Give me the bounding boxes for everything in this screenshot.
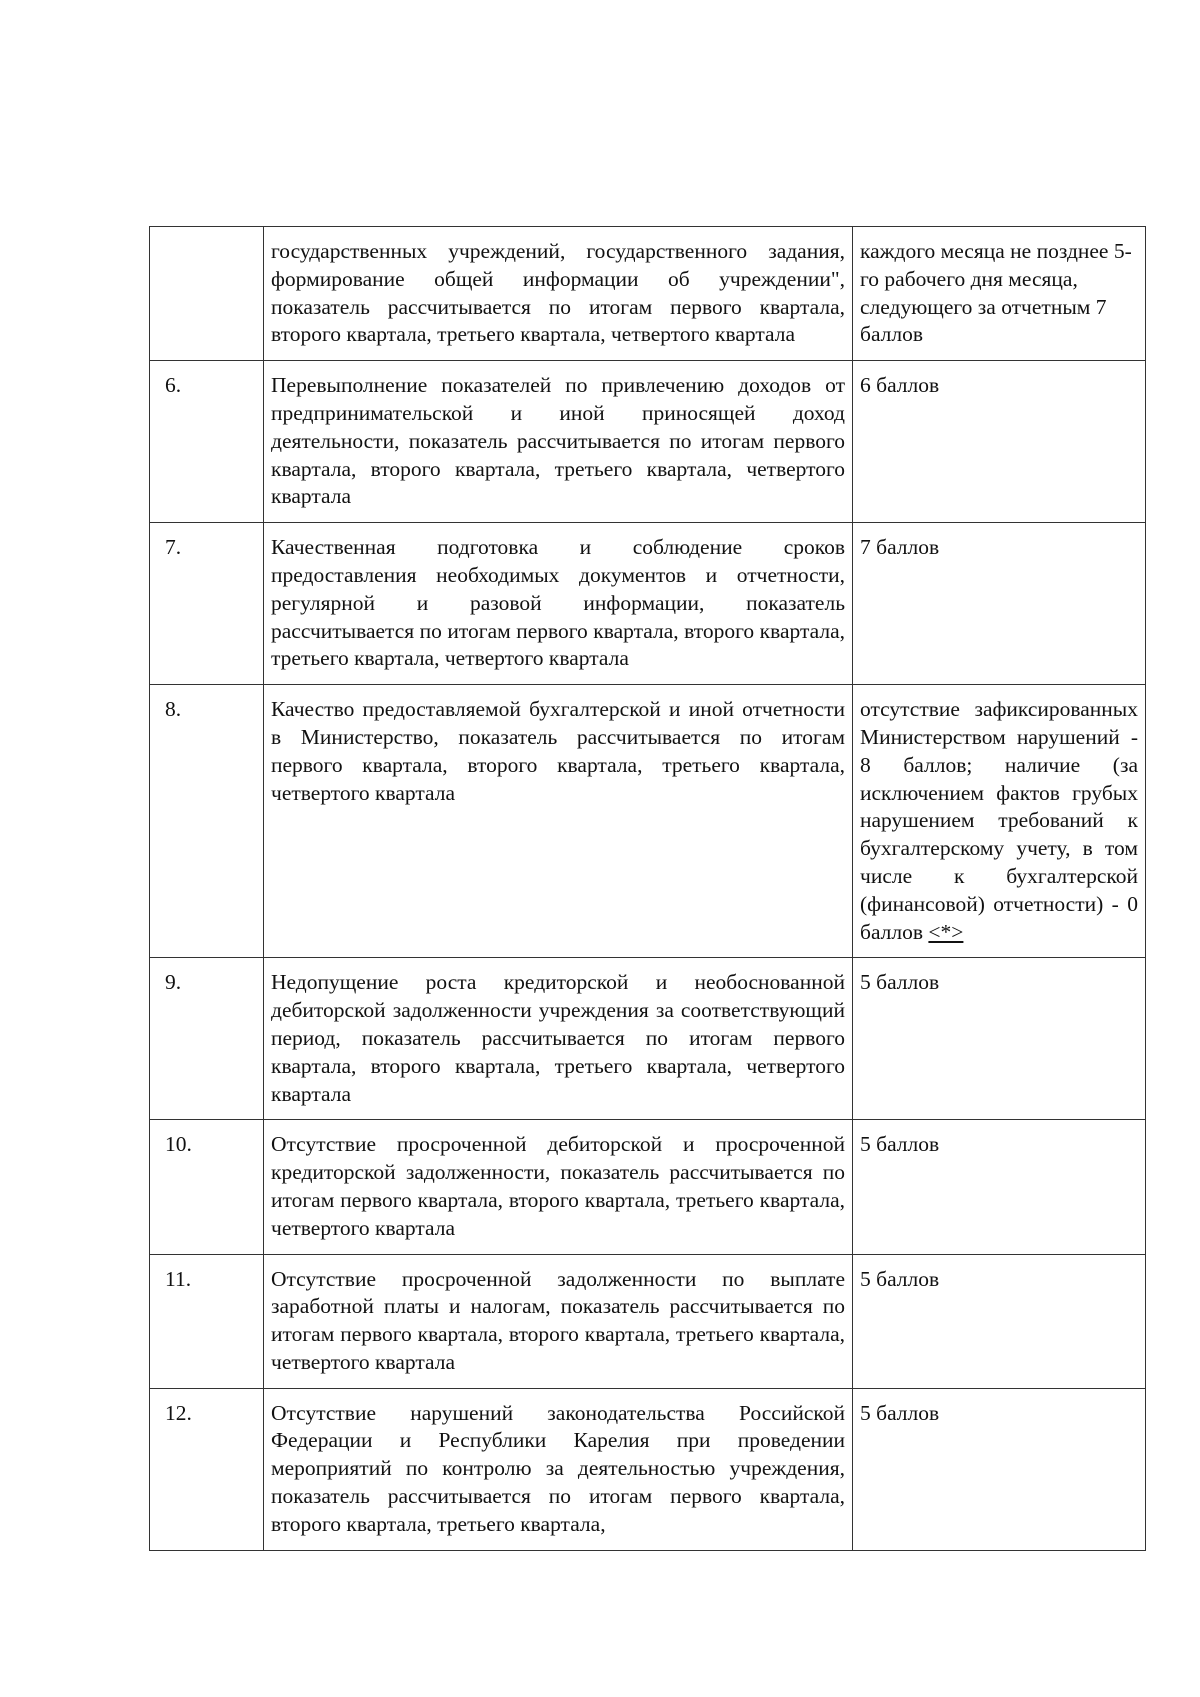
criterion-description: Перевыполнение показателей по привлечению доходов от предпринимательской и иной приносящей доход деятельности, показатель рассчитывается по итогам первого квартала, второго квартала, третьего квартала, четвертого квартала xyxy=(264,361,853,523)
criterion-description: Качество предоставляемой бухгалтерской и иной отчетности в Министерство, показатель рассчитывается по итогам первого квартала, второго квартала, третьего квартала, четвертого квартала xyxy=(264,685,853,958)
criterion-score: 5 баллов xyxy=(853,1254,1146,1388)
criterion-score: 5 баллов xyxy=(853,958,1146,1120)
criterion-description: Недопущение роста кредиторской и необоснованной дебиторской задолженности учреждения за соответствующий период, показатель рассчитывается по итогам первого квартала, второго квартала, третьего квартала, четвертого квартала xyxy=(264,958,853,1120)
criterion-score: 5 баллов xyxy=(853,1120,1146,1254)
criterion-description: Отсутствие просроченной дебиторской и просроченной кредиторской задолженности, показатель рассчитывается по итогам первого квартала, второго квартала, третьего квартала, четвертого квартала xyxy=(264,1120,853,1254)
table-row xyxy=(150,361,1146,523)
criterion-description: Отсутствие нарушений законодательства Российской Федерации и Республики Карелия при проведении мероприятий по контролю за деятельностью учреждения, показатель рассчитывается по итогам первого квартала, второго квартала, третьего квартала, xyxy=(264,1388,853,1550)
table-row xyxy=(150,227,1146,361)
criteria-table xyxy=(149,226,1146,1551)
criterion-description: Отсутствие просроченной задолженности по выплате заработной платы и налогам, показатель рассчитывается по итогам первого квартала, второго квартала, третьего квартала, четвертого квартала xyxy=(264,1254,853,1388)
row-number: 10. xyxy=(150,1120,264,1254)
table-row xyxy=(150,958,1146,1120)
table-row xyxy=(150,523,1146,685)
criterion-description: Качественная подготовка и соблюдение сроков предоставления необходимых документов и отчетности, регулярной и разовой информации, показатель рассчитывается по итогам первого квартала, второго квартала, третьего квартала, четвертого квартала xyxy=(264,523,853,685)
table-row xyxy=(150,1120,1146,1254)
criterion-score: 5 баллов xyxy=(853,1388,1146,1550)
criterion-score-text: отсутствие зафиксированных Министерством нарушений - 8 баллов; наличие (за исключением фактов грубых нарушением требований к бухгалтерскому учету, в том числе к бухгалтерской (финансовой) отчетности) - 0 баллов xyxy=(860,697,1138,944)
row-number: 8. xyxy=(150,685,264,958)
row-number xyxy=(150,227,264,361)
table-row xyxy=(150,685,1146,958)
table-row xyxy=(150,1388,1146,1550)
row-number: 11. xyxy=(150,1254,264,1388)
criterion-score: каждого месяца не позднее 5-го рабочего дня месяца, следующего за отчетным 7 баллов xyxy=(853,227,1146,361)
criterion-score xyxy=(853,685,1146,958)
table-row xyxy=(150,1254,1146,1388)
criterion-score: 7 баллов xyxy=(853,523,1146,685)
criterion-description: государственных учреждений, государственного задания, формирование общей информации об учреждении", показатель рассчитывается по итогам первого квартала, второго квартала, третьего квартала, четвертого квартала xyxy=(264,227,853,361)
row-number: 9. xyxy=(150,958,264,1120)
row-number: 6. xyxy=(150,361,264,523)
row-number: 12. xyxy=(150,1388,264,1550)
criterion-score: 6 баллов xyxy=(853,361,1146,523)
row-number: 7. xyxy=(150,523,264,685)
footnote-link[interactable]: <*> xyxy=(928,919,964,944)
